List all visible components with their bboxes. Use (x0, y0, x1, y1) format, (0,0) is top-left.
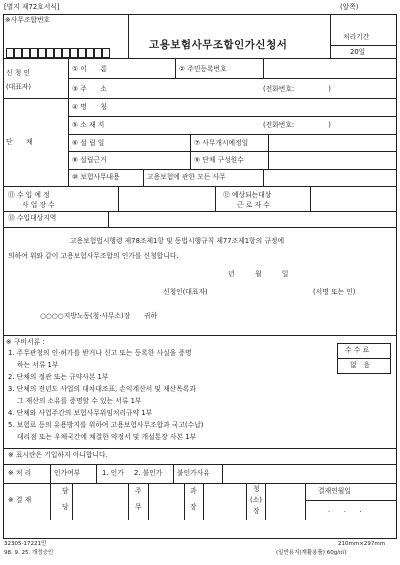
approval-col-3: 과 (190, 487, 197, 495)
docs-item: 그 재산의 소유를 증명할 수 있는 서류 1부 (8, 397, 142, 405)
applicant-name-label: ① 이 름 (72, 65, 107, 73)
addressee: ○○○○지방노동(청·사무소)장 귀하 (40, 312, 158, 320)
declaration-line-2: 의하여 위와 같이 고용보험사무조합의 인가를 신청합니다. (8, 252, 179, 260)
docs-heading: ※ 구비서류 : (6, 338, 45, 346)
fee-label: 수 수 료 (345, 346, 370, 354)
approval-col-2b: 무 (135, 503, 142, 511)
approval-col-4: 청 (253, 485, 260, 493)
org-location-label: ⑤ 소 재 지 (72, 121, 105, 129)
page-side: (앞쪽) (340, 3, 359, 11)
approval-col-1b: 당 (62, 503, 69, 511)
target-region-label: ⑬ 수입대상지역 (8, 214, 57, 222)
approval-info: 98. 9. 25. 개정승인 (4, 550, 54, 556)
approval-date-label: 결재연월일 (318, 487, 351, 495)
applicant-sub-label: (대표자) (6, 83, 32, 91)
docs-item: 하는 서류 1부 (8, 361, 59, 369)
process-label: ※ 처 리 (8, 469, 32, 477)
org-affairs-value: 고용보험에 관한 모든 사무 (147, 173, 226, 181)
org-members-label: ⑨ 단체 구성원수 (194, 156, 244, 164)
signer-label: 신청인(대표자) (163, 288, 208, 296)
expected-workers-label-2: 근 로 자 수 (237, 201, 270, 209)
option-approve[interactable]: 1. 인가 (102, 469, 124, 477)
applicant-phone-label: (전화번호: ) (263, 85, 331, 93)
docs-item: 2. 단체의 정관 또는 규약사본 1부 (8, 373, 109, 381)
org-basis-label: ⑧ 설립근거 (72, 156, 107, 164)
docs-item: 1. 주무관청의 인·허가를 받거나 신고 또는 등록한 사실을 증명 (8, 349, 192, 357)
declaration-line-1: 고용보험법시행령 제78조제1항 및 동법시행규칙 제77조제1항의 규정에 (70, 237, 285, 245)
fee-value: 없 음 (350, 361, 370, 369)
signature-note: (서명 또는 인) (313, 288, 356, 296)
option-reject[interactable]: 2. 불인가 (134, 469, 163, 477)
period-value: 20일 (350, 48, 366, 56)
approval-col-3b: 장 (190, 503, 197, 511)
org-affairs-label: ⑩ 보험사무내용 (72, 173, 120, 181)
approval-label: ※ 결 재 (8, 496, 32, 504)
docs-item: 5. 보험료 등의 유용방지를 위하여 고용보험사무조합과 국고(수납) (8, 421, 204, 429)
form-code: 32305-17221민 (4, 541, 47, 547)
declaration-date: 년 월 일 (228, 270, 289, 278)
form-frame (3, 14, 397, 539)
org-number-label: ※사무조합번호 (5, 16, 51, 24)
org-label: 단 체 (6, 138, 33, 146)
applicant-address-label: ③ 주 소 (72, 85, 107, 93)
form-title: 고용보험사무조합인가신청서 (149, 39, 288, 51)
approval-col-4b: (소) (250, 496, 262, 504)
docs-item: 대리점 또는 우체국간에 체결한 약정서 및 개설통장 사본 1부 (8, 433, 197, 441)
form-number: [별지 제72호서식] (4, 3, 60, 11)
approval-col-4c: 장 (253, 507, 260, 515)
applicant-label: 신 청 인 (6, 69, 31, 77)
rejection-reason-label: 불인가사유 (177, 469, 210, 477)
org-phone-label: (전화번호: ) (263, 121, 331, 129)
docs-item: 3. 단체의 전년도 사업의 대차대조표, 손익계산서 및 재산목록과 (8, 385, 196, 393)
approval-status-label: 인가여부 (54, 469, 81, 477)
expected-sites-label: ⑪ 수 입 예 정 (8, 191, 50, 199)
org-established-label: ⑥ 설 립 일 (72, 139, 105, 147)
org-start-date-label: ⑦ 사무개시예정일 (194, 139, 249, 147)
paper-size: 210mm×297mm (338, 541, 386, 547)
approval-col-2: 주 (135, 487, 142, 495)
docs-item: 4. 단체와 사업주간의 보험사무위임처리규약 1부 (8, 409, 153, 417)
expected-sites-label-2: 사 업 장 수 (22, 201, 55, 209)
period-label: 처리기간 (343, 33, 370, 41)
org-name-label: ④ 명 칭 (72, 103, 107, 111)
paper-type: (일반용지(재활용품) 60g/㎡) (276, 550, 347, 556)
note-text: ※ 표시란은 기입하지 아니합니다. (8, 451, 108, 459)
applicant-rrn-label: ② 주민등록번호 (179, 65, 227, 73)
approval-date-value: . . . (328, 506, 362, 514)
expected-workers-label: ⑫ 예상되는대상 (223, 191, 272, 199)
approval-col-1: 담 (62, 487, 69, 495)
